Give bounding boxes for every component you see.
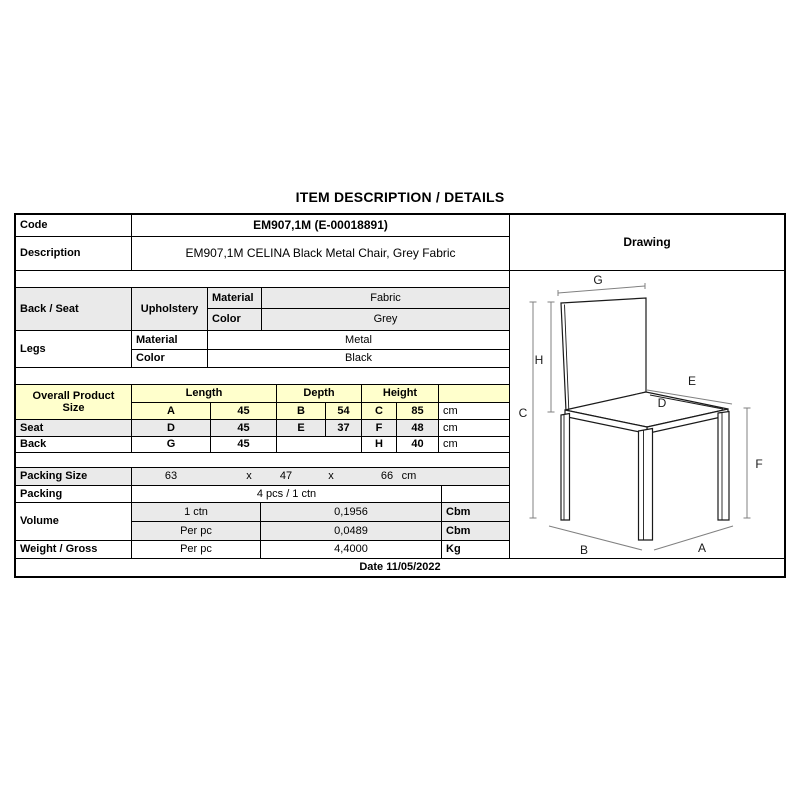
back-dim-empty [277,437,362,453]
volume-pc-unit: Cbm [442,522,510,541]
packing-label: Packing [16,486,132,503]
spacer-row [16,453,510,468]
spec-table [14,213,786,578]
description-value: EM907,1M CELINA Black Metal Chair, Grey Fabric [132,237,510,271]
drawing-header: Drawing [510,215,784,271]
packing-size-part: 63 [164,470,178,483]
volume-label: Volume [16,503,132,541]
upholstery-label: Upholstery [132,288,208,331]
seat-dim-f-value: 48 [397,420,439,437]
legs-material-value: Metal [208,331,510,350]
packing-value: 4 pcs / 1 ctn [132,486,442,503]
seat-label: Seat [16,420,132,437]
packing-size-part: 66 [380,470,394,483]
seat-dim-d: D [132,420,211,437]
packing-size-part: 47 [279,470,293,483]
page-title: ITEM DESCRIPTION / DETAILS [295,189,505,205]
height-header: Height [362,385,439,403]
dim-label-b: B [579,542,589,557]
legs-color-label: Color [132,350,208,368]
back-dim-h: H [362,437,397,453]
packing-size-values [132,468,510,486]
seat-unit: cm [439,420,510,437]
dim-label-a: A [697,540,707,555]
weight-label: Weight / Gross [16,541,132,559]
overall-size-label: Overall Product Size [16,385,132,420]
back-dim-g-value: 45 [211,437,277,453]
spacer-row [16,271,510,288]
packing-size-label: Packing Size [16,468,132,486]
back-unit: cm [439,437,510,453]
volume-ctn-value: 0,1956 [261,503,442,522]
weight-unit: Kg [442,541,510,559]
back-seat-material-value: Fabric [262,288,510,309]
packing-size-unit: cm [401,470,417,483]
weight-qty: Per pc [132,541,261,559]
overall-dim-a-value: 45 [211,403,277,420]
unit-header-empty [439,385,510,403]
overall-unit: cm [439,403,510,420]
packing-unit-empty [442,486,510,503]
dim-label-e: E [687,373,697,388]
date-row: Date 11/05/2022 [16,559,784,576]
overall-dim-a: A [132,403,211,420]
dim-label-f: F [755,456,763,471]
seat-dim-f: F [362,420,397,437]
packing-size-part: x [328,470,334,483]
overall-dim-c-value: 85 [397,403,439,420]
overall-dim-b: B [277,403,326,420]
volume-pc-value: 0,0489 [261,522,442,541]
back-dim-g: G [132,437,211,453]
back-label: Back [16,437,132,453]
code-label: Code [16,215,132,237]
back-seat-color-label: Color [208,309,262,331]
seat-dim-e: E [277,420,326,437]
volume-pc-qty: Per pc [132,522,261,541]
back-seat-color-value: Grey [262,309,510,331]
volume-ctn-qty: 1 ctn [132,503,261,522]
drawing-cell [510,271,784,559]
length-header: Length [132,385,277,403]
spacer-row [16,368,510,385]
packing-size-part: x [246,470,252,483]
seat-dim-d-value: 45 [211,420,277,437]
chair-drawing [510,271,784,559]
depth-header: Depth [277,385,362,403]
dim-label-d: D [657,395,667,410]
seat-dim-e-value: 37 [326,420,362,437]
dim-label-h: H [534,352,544,367]
back-seat-material-label: Material [208,288,262,309]
description-label: Description [16,237,132,271]
legs-material-label: Material [132,331,208,350]
overall-dim-b-value: 54 [326,403,362,420]
dim-label-g: G [593,272,603,287]
legs-color-value: Black [208,350,510,368]
code-value: EM907,1M (E-00018891) [132,215,510,237]
overall-dim-c: C [362,403,397,420]
volume-ctn-unit: Cbm [442,503,510,522]
back-seat-label: Back / Seat [16,288,132,331]
legs-label: Legs [16,331,132,368]
dim-label-c: C [518,405,528,420]
back-dim-h-value: 40 [397,437,439,453]
weight-value: 4,4000 [261,541,442,559]
